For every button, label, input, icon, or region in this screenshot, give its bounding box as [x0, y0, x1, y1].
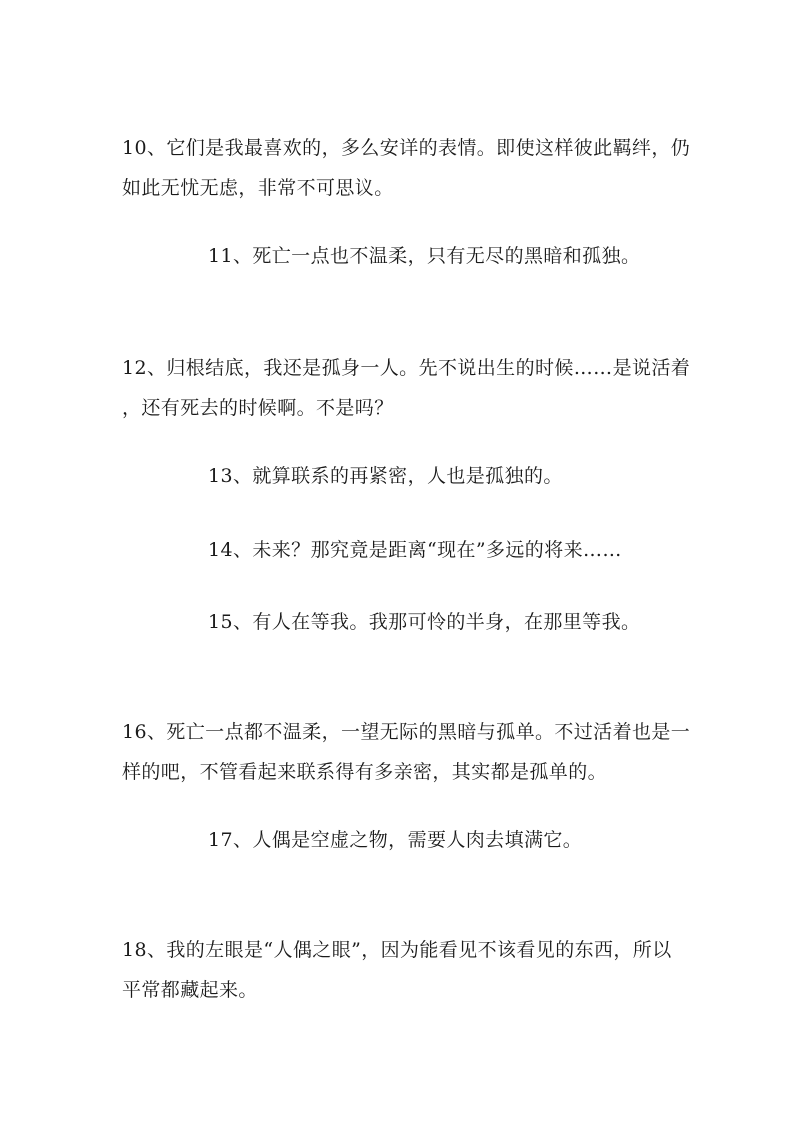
quote-paragraph-13	[208, 456, 678, 496]
quote-line: 平常都藏起来。	[122, 979, 258, 1001]
quote-line: 14、未来？那究竟是距离“现在”多远的将来……	[208, 539, 622, 561]
quote-line: 13、就算联系的再紧密，人也是孤独的。	[208, 465, 563, 487]
quote-line: 10、它们是我最喜欢的，多么安详的表情。即使这样彼此羁绊，仍	[122, 137, 691, 159]
quote-paragraph-12	[122, 348, 691, 428]
quote-line: 16、死亡一点都不温柔，一望无际的黑暗与孤单。不过活着也是一	[122, 721, 691, 743]
quote-line: 12、归根结底，我还是孤身一人。先不说出生的时候……是说活着	[122, 357, 691, 379]
quote-line: 样的吧，不管看起来联系得有多亲密，其实都是孤单的。	[122, 761, 608, 783]
quote-line: 如此无忧无虑，非常不可思议。	[122, 177, 394, 199]
quote-line: 11、死亡一点也不温柔，只有无尽的黑暗和孤独。	[208, 245, 641, 267]
quote-paragraph-11	[208, 236, 678, 276]
quote-line: 18、我的左眼是“人偶之眼”，因为能看见不该看见的东西，所以	[122, 939, 672, 961]
quote-line: ，还有死去的时候啊。不是吗？	[122, 397, 394, 419]
quote-line: 15、有人在等我。我那可怜的半身，在那里等我。	[208, 611, 641, 633]
quote-paragraph-10	[122, 128, 691, 208]
quote-paragraph-16	[122, 712, 691, 792]
quote-paragraph-18	[122, 930, 678, 1010]
quote-paragraph-17	[208, 820, 678, 860]
quote-paragraph-15	[208, 602, 678, 642]
quote-paragraph-14	[208, 530, 678, 570]
quote-line: 17、人偶是空虚之物，需要人肉去填满它。	[208, 829, 583, 851]
